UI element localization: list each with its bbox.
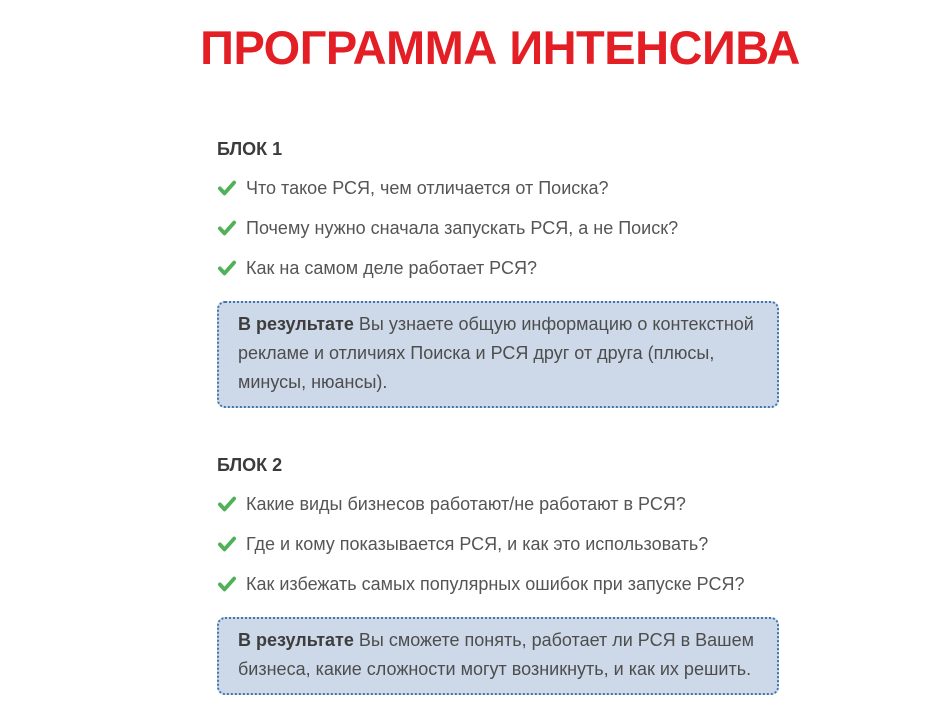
check-icon xyxy=(217,534,237,554)
result-label: В результате xyxy=(238,630,354,650)
result-label: В результате xyxy=(238,314,354,334)
list-item xyxy=(217,257,779,280)
result-text: Вы узнаете общую информацию о контекстной рекламе и отличиях Поиска и РСЯ друг от друга (плюсы, минусы, нюансы). xyxy=(238,314,754,392)
list-item-text: Какие виды бизнесов работают/не работают в РСЯ? xyxy=(246,494,686,514)
block-2-label: БЛОК 2 xyxy=(217,455,283,475)
block-1-label: БЛОК 1 xyxy=(217,139,283,159)
check-icon xyxy=(217,574,237,594)
result-box xyxy=(217,617,779,695)
block-1-list xyxy=(217,177,779,280)
list-item xyxy=(217,573,779,596)
list-item xyxy=(217,177,779,200)
check-icon xyxy=(217,178,237,198)
list-item-text: Как на самом деле работает РСЯ? xyxy=(246,258,537,278)
check-icon xyxy=(217,494,237,514)
check-icon xyxy=(217,218,237,238)
list-item-text: Где и кому показывается РСЯ, и как это использовать? xyxy=(246,534,709,554)
block-2-list xyxy=(217,493,779,596)
list-item-text: Как избежать самых популярных ошибок при запуске РСЯ? xyxy=(246,574,745,594)
list-item xyxy=(217,493,779,516)
list-item-text: Почему нужно сначала запускать РСЯ, а не Поиск? xyxy=(246,218,679,238)
list-item xyxy=(217,217,779,240)
list-item-text: Что такое РСЯ, чем отличается от Поиска? xyxy=(246,178,609,198)
result-text: Вы сможете понять, работает ли РСЯ в Вашем бизнеса, какие сложности могут возникнуть, и как их решить. xyxy=(238,630,755,679)
program-content xyxy=(217,140,779,695)
list-item xyxy=(217,533,779,556)
result-box xyxy=(217,301,779,408)
page-title: ПРОГРАММА ИНТЕНСИВА xyxy=(200,21,800,74)
check-icon xyxy=(217,258,237,278)
